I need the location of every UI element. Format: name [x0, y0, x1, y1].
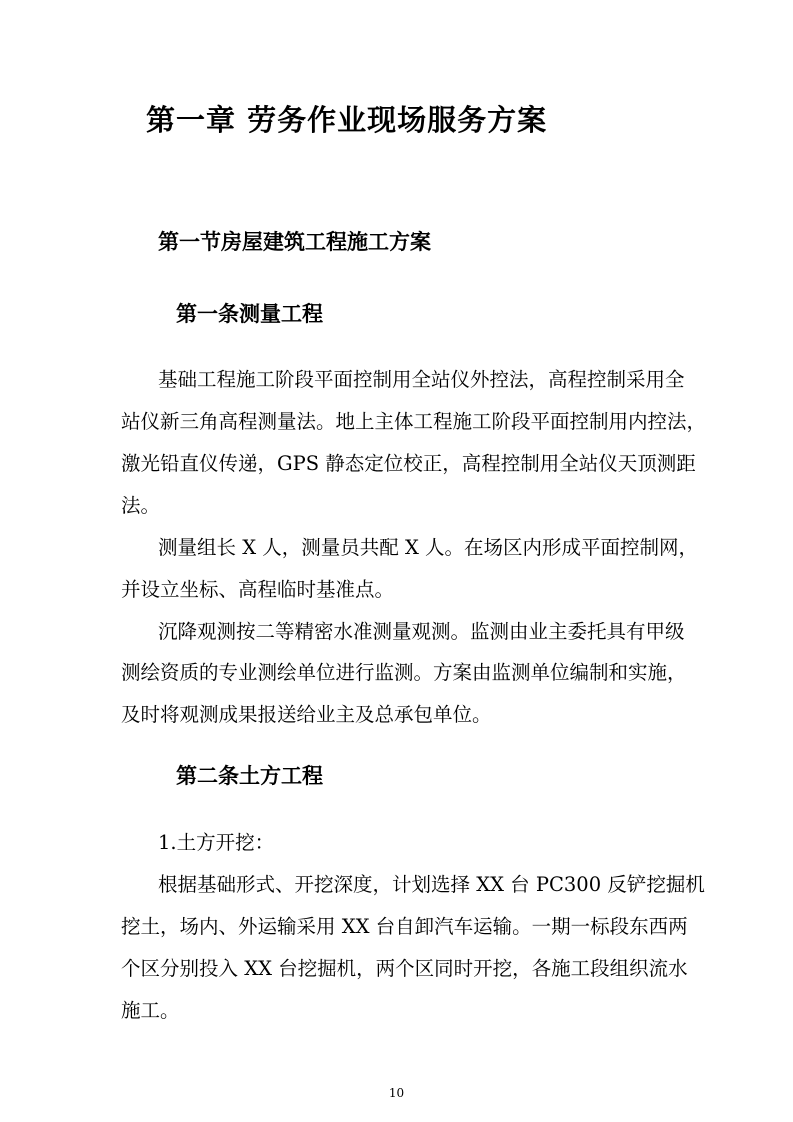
- article-title-earthwork: 第二条土方工程: [176, 763, 323, 788]
- paragraph-line: 根据基础形式、开挖深度，计划选择 XX 台 PC300 反铲挖掘机: [158, 873, 705, 896]
- paragraph-line: 法。: [121, 494, 161, 517]
- paragraph-line: 基础工程施工阶段平面控制用全站仪外控法，高程控制采用全: [158, 368, 685, 391]
- paragraph-line: 测绘资质的专业测绘单位进行监测。方案由监测单位编制和实施，: [121, 661, 687, 684]
- chapter-title: 第一章 劳务作业现场服务方案: [146, 103, 548, 137]
- article-title-survey: 第一条测量工程: [176, 301, 323, 326]
- subheading-excavation: 1.土方开挖：: [158, 831, 275, 854]
- paragraph-line: 挖土，场内、外运输采用 XX 台自卸汽车运输。一期一标段东西两: [121, 915, 688, 938]
- paragraph-line: 并设立坐标、高程临时基准点。: [121, 578, 395, 601]
- paragraph-line: 个区分别投入 XX 台挖掘机，两个区同时开挖，各施工段组织流水: [121, 957, 688, 980]
- paragraph-line: 施工。: [121, 999, 180, 1022]
- paragraph-line: 激光铅直仪传递，GPS 静态定位校正，高程控制用全站仪天顶测距: [121, 452, 696, 475]
- page-number: 10: [388, 1086, 405, 1100]
- section-title: 第一节房屋建筑工程施工方案: [158, 229, 431, 254]
- paragraph-line: 测量组长 X 人，测量员共配 X 人。在场区内形成平面控制网，: [158, 536, 699, 559]
- paragraph-line: 站仪新三角高程测量法。地上主体工程施工阶段平面控制用内控法，: [121, 410, 707, 433]
- paragraph-line: 及时将观测成果报送给业主及总承包单位。: [121, 703, 492, 726]
- paragraph-line: 沉降观测按二等精密水准测量观测。监测由业主委托具有甲级: [158, 620, 685, 643]
